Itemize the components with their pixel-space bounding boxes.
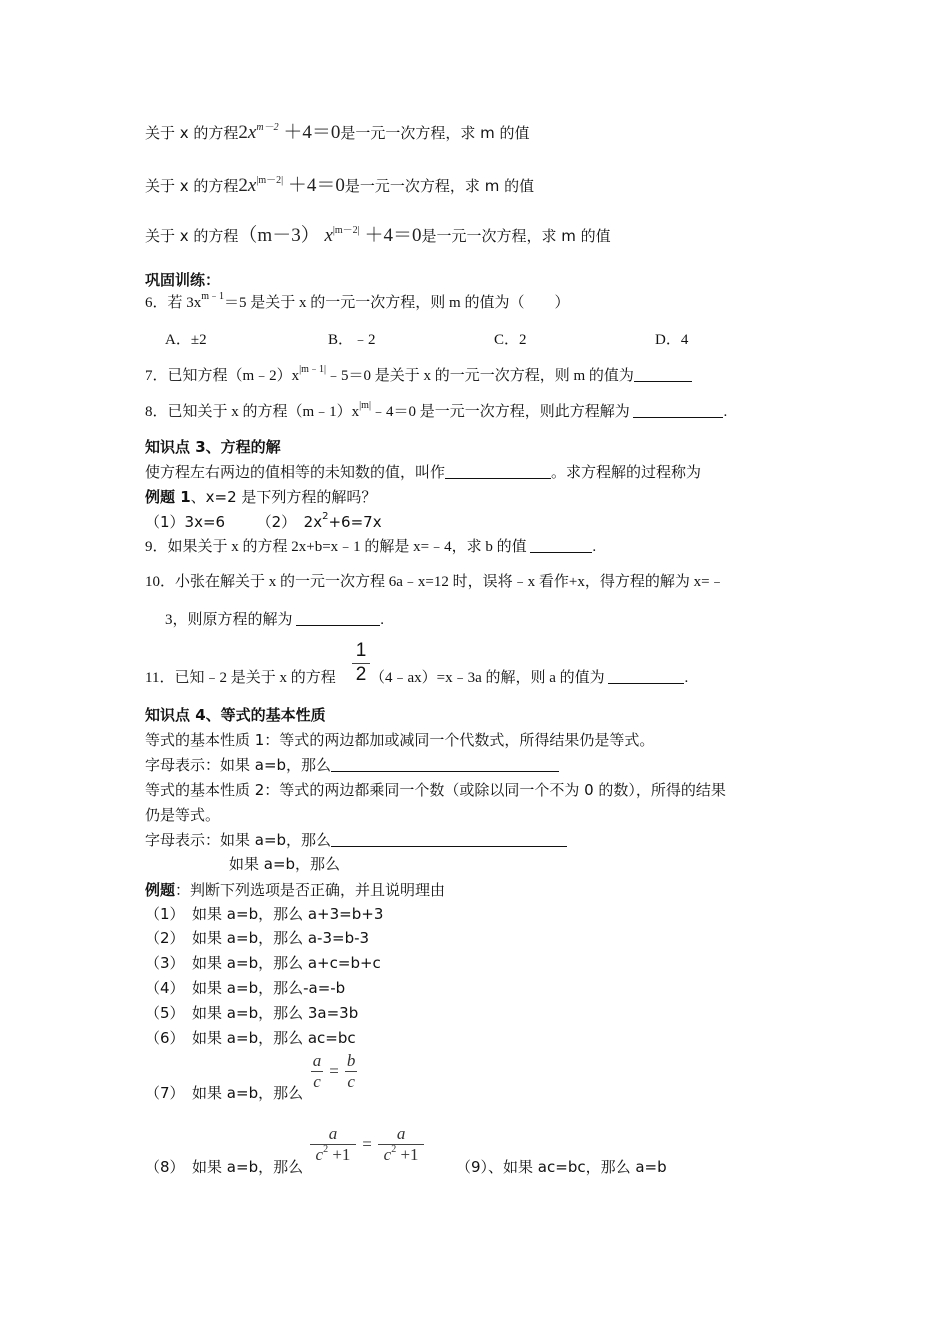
equation: $2x^{|m-2|} +4=0$ bbox=[238, 175, 345, 196]
property-2-letters-2: 如果 a=b，那么 bbox=[229, 855, 341, 873]
intro-line-2 bbox=[145, 176, 534, 196]
question-8: 8．已知关于 x 的方程$(m﹣1)x^{|m|}﹣4=0$ 是一元一次方程，则此方程解为 . bbox=[145, 400, 728, 420]
fraction-a-over-c2-plus-1: $\frac{a}{c^2 +1}$ = $\frac{a}{c^2 +1}$ bbox=[308, 1125, 426, 1164]
example-1-items: （1）3x=6 （2） $2x^2+6=7x$ bbox=[145, 511, 382, 531]
property-1-letters: 字母表示：如果 a=b，那么 bbox=[145, 755, 559, 775]
judge-item-1: （1） 如果 a=b，那么 a+3=b+3 bbox=[145, 905, 384, 923]
answer-blank[interactable] bbox=[633, 403, 723, 418]
text: 是一元一次方程，求 m 的值 bbox=[340, 124, 530, 142]
question-10-line-2: 3，则原方程的解为 . bbox=[165, 612, 385, 628]
example-1: 例题 1、x=2 是下列方程的解吗？ bbox=[145, 488, 377, 506]
judge-item-8: （8） 如果 a=b，那么 bbox=[145, 1158, 304, 1176]
kp4-heading: 知识点 4、等式的基本性质 bbox=[145, 706, 326, 724]
judge-item-4: （4） 如果 a=b，那么-a=-b bbox=[145, 979, 346, 997]
equation: $2x^{m-2} +4=0$ bbox=[238, 122, 341, 143]
text: 是一元一次方程，求 m 的值 bbox=[344, 177, 535, 195]
answer-blank[interactable] bbox=[331, 832, 567, 847]
question-10-line-1: 10．小张在解关于 x 的一元一次方程 6a﹣x=12 时，误将﹣x 看作+x，得方程的解为 x=﹣ bbox=[145, 574, 725, 590]
answer-blank[interactable] bbox=[608, 669, 684, 684]
text: 关于 x 的方程 bbox=[145, 124, 239, 142]
judge-item-6: （6） 如果 a=b，那么 ac=bc bbox=[145, 1029, 356, 1047]
q6-option-b: B．﹣2 bbox=[328, 332, 376, 348]
judge-item-9: （9）、如果 ac=bc，那么 a=b bbox=[456, 1158, 667, 1176]
kp3-heading: 知识点 3、方程的解 bbox=[145, 438, 281, 456]
answer-blank[interactable] bbox=[634, 367, 692, 382]
question-6: 6．若 $3x^{m﹣1}=5$ 是关于 x 的一元一次方程，则 m 的值为（ ） bbox=[145, 291, 570, 311]
property-1: 等式的基本性质 1：等式的两边都加或减同一个代数式，所得结果仍是等式。 bbox=[145, 731, 655, 749]
property-2-line-1: 等式的基本性质 2：等式的两边都乘同一个数（或除以同一个不为 0 的数），所得的结果 bbox=[145, 781, 726, 799]
property-2-letters: 字母表示：如果 a=b，那么 bbox=[145, 830, 567, 850]
q6-option-c: C．2 bbox=[494, 332, 527, 348]
text: 关于 x 的方程 bbox=[145, 177, 239, 195]
question-7: 7．已知方程$(m﹣2)x^{|m﹣1|}﹣5=0$ 是关于 x 的一元一次方程，则 m 的值为 bbox=[145, 366, 692, 386]
answer-blank[interactable] bbox=[296, 611, 380, 626]
answer-blank[interactable] bbox=[445, 464, 551, 479]
question-11: 11．已知﹣2 是关于 x 的方程 bbox=[145, 670, 336, 686]
q6-option-a: A．±2 bbox=[165, 332, 207, 348]
intro-line-1 bbox=[145, 123, 530, 143]
intro-line-3 bbox=[145, 226, 611, 246]
answer-blank[interactable] bbox=[331, 757, 559, 772]
example-judge: 例题：判断下列选项是否正确，并且说明理由 bbox=[145, 881, 446, 899]
fraction-a-over-c-eq-b-over-c: $\frac{a}{c}$ = $\frac{b}{c}$ bbox=[312, 1051, 356, 1091]
practice-heading: 巩固训练： bbox=[145, 271, 221, 289]
judge-item-5: （5） 如果 a=b，那么 3a=3b bbox=[145, 1004, 359, 1022]
fraction-one-half: 1 2 bbox=[352, 641, 370, 685]
text: 是一元一次方程，求 m 的值 bbox=[421, 227, 611, 245]
equation: （m－3） $x^{|m-2|} +4=0$ bbox=[238, 225, 422, 246]
judge-item-2: （2） 如果 a=b，那么 a-3=b-3 bbox=[145, 929, 370, 947]
question-9: 9．如果关于 x 的方程 2x+b=x﹣1 的解是 x=﹣4，求 b 的值 . bbox=[145, 539, 597, 555]
q6-option-d: D．4 bbox=[655, 332, 689, 348]
answer-blank[interactable] bbox=[530, 538, 592, 553]
property-2-line-2: 仍是等式。 bbox=[145, 806, 221, 824]
judge-item-3: （3） 如果 a=b，那么 a+c=b+c bbox=[145, 954, 381, 972]
question-11-rest: （4﹣ax）=x﹣3a 的解，则 a 的值为 . bbox=[370, 670, 689, 686]
kp3-definition: 使方程左右两边的值相等的未知数的值，叫作 。求方程解的过程称为 bbox=[145, 463, 702, 481]
text: 关于 x 的方程 bbox=[145, 227, 239, 245]
judge-item-7: （7） 如果 a=b，那么 bbox=[145, 1084, 304, 1102]
